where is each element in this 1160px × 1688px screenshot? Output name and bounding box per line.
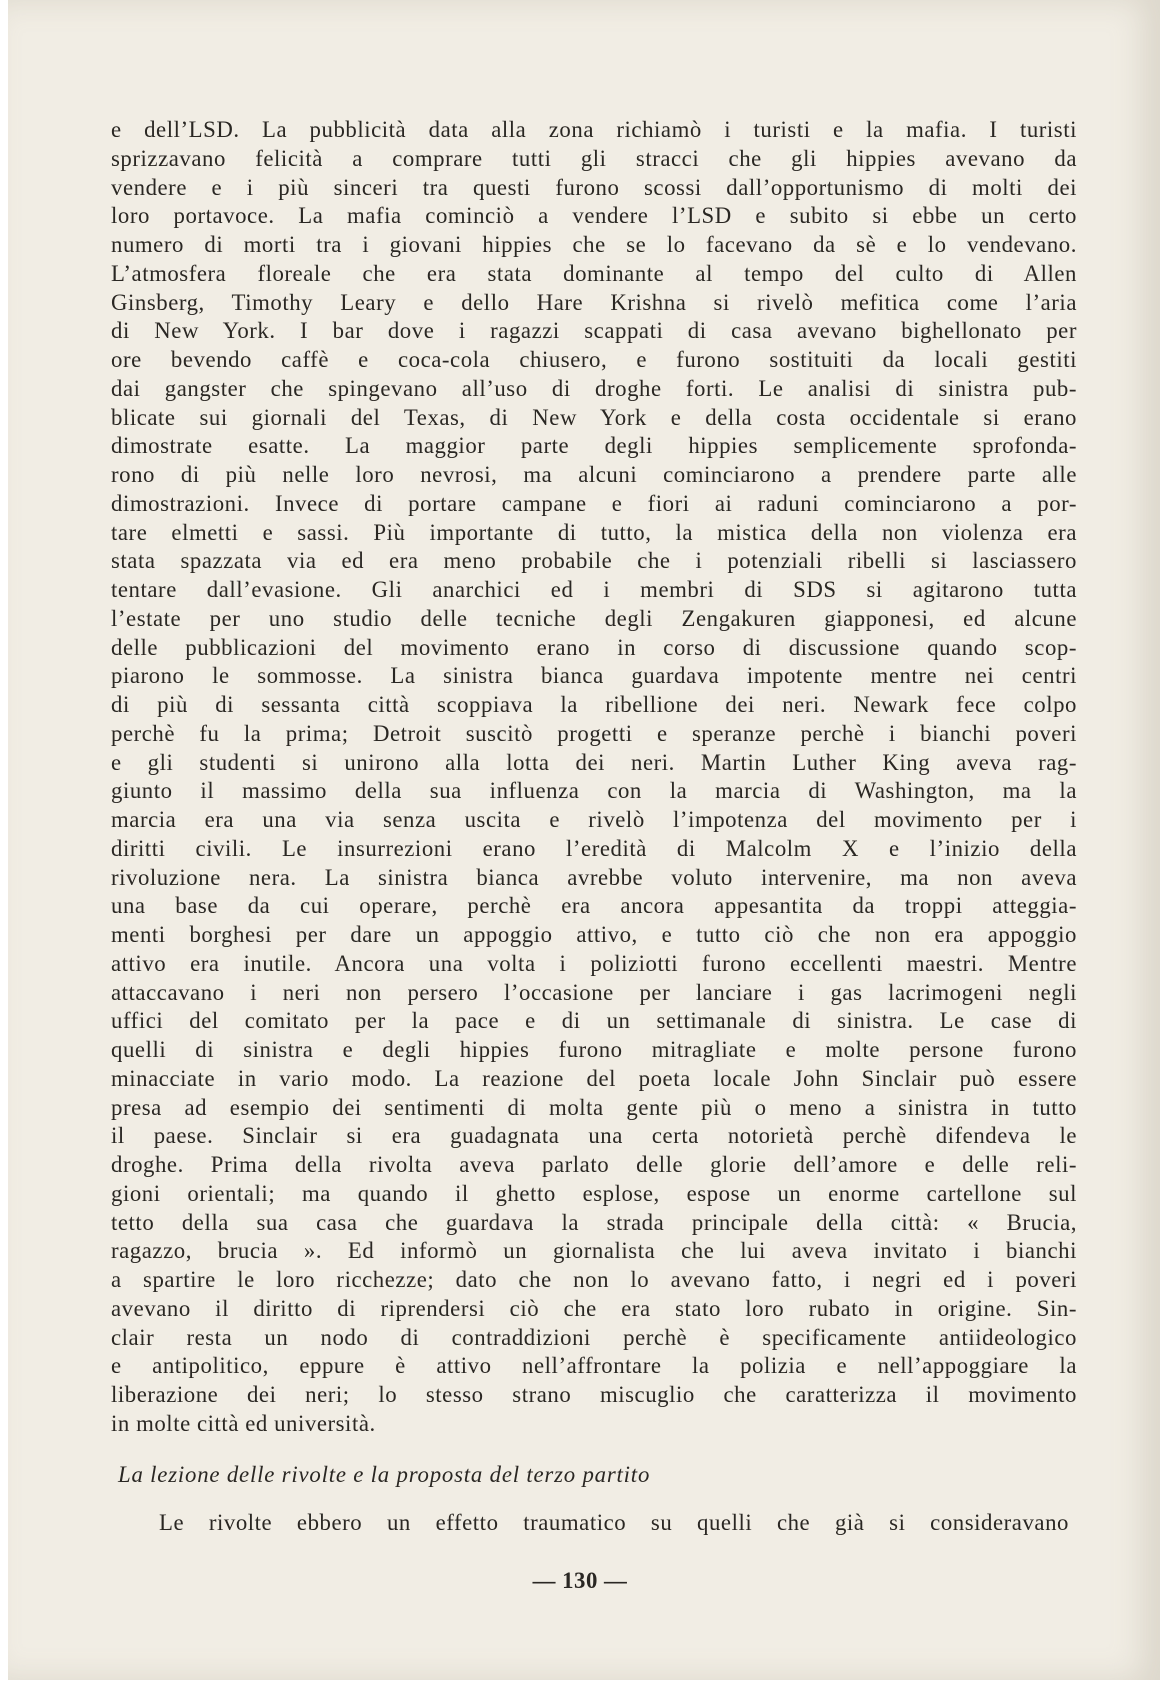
text-line: a spartire le loro ricchezze; dato che non lo avevano fatto, i negri ed i poveri — [111, 1267, 1077, 1292]
text-line: avevano il diritto di riprendersi ciò che era stato loro rubato in origine. Sin- — [111, 1295, 1077, 1321]
text-line: gioni orientali; ma quando il ghetto esplose, espose un enorme cartellone sul — [111, 1180, 1077, 1206]
text-line: loro portavoce. La mafia cominciò a vendere l’LSD e subito si ebbe un certo — [111, 203, 1077, 229]
text-line: e dell’LSD. La pubblicità data alla zona richiamò i turisti e la mafia. I turisti — [111, 117, 1077, 142]
paragraph-first-line: Le rivolte ebbero un effetto traumatico su quelli che già si consideravano — [159, 1510, 1069, 1535]
text-line: vendere e i più sinceri tra questi furono scossi dall’opportunismo di molti dei — [111, 174, 1077, 200]
text-line: clair resta un nodo di contraddizioni perchè è specificamente antiideologico — [111, 1324, 1077, 1350]
text-line: rivoluzione nera. La sinistra bianca avrebbe voluto intervenire, ma non aveva — [111, 864, 1077, 890]
text-line: stata spazzata via ed era meno probabile che i potenziali ribelli si lasciassero — [111, 548, 1077, 574]
text-line: dimostrate esatte. La maggior parte degli hippies semplicemente sprofonda- — [111, 433, 1077, 459]
text-line: piarono le sommosse. La sinistra bianca guardava impotente mentre nei centri — [111, 663, 1077, 689]
text-line: di New York. I bar dove i ragazzi scappati di casa avevano bighellonato per — [111, 318, 1077, 344]
text-line: dimostrazioni. Invece di portare campane e fiori ai raduni cominciarono a por- — [111, 490, 1077, 516]
text-line: diritti civili. Le insurrezioni erano l’eredità di Malcolm X e l’inizio della — [111, 835, 1077, 861]
text-line: minacciate in vario modo. La reazione del poeta locale John Sinclair può essere — [111, 1065, 1077, 1091]
text-line: tare elmetti e sassi. Più importante di tutto, la mistica della non violenza era — [111, 519, 1077, 545]
text-line: quelli di sinistra e degli hippies furono mitragliate e molte persone furono — [111, 1037, 1077, 1062]
text-line: perchè fu la prima; Detroit suscitò progetti e speranze perchè i bianchi poveri — [111, 720, 1077, 746]
book-page — [8, 0, 1160, 1680]
text-line: e gli studenti si unirono alla lotta dei neri. Martin Luther King aveva rag- — [111, 749, 1077, 775]
text-line: tentare dall’evasione. Gli anarchici ed i membri di SDS si agitarono tutta — [111, 577, 1077, 602]
text-line: sprizzavano felicità a comprare tutti gli stracci che gli hippies avevano da — [111, 145, 1077, 171]
section-heading: La lezione delle rivolte e la proposta del terzo partito — [118, 1462, 651, 1487]
text-line: attivo era inutile. Ancora una volta i poliziotti furono eccellenti maestri. Mentre — [111, 950, 1077, 976]
text-line: e antipolitico, eppure è attivo nell’affrontare la polizia e nell’appoggiare la — [111, 1353, 1077, 1379]
text-line: uffici del comitato per la pace e di un settimanale di sinistra. Le case di — [111, 1008, 1077, 1034]
text-line: una base da cui operare, perchè era ancora appesantita da troppi atteggia- — [111, 893, 1077, 919]
text-line: blicate sui giornali del Texas, di New York e della costa occidentale si erano — [111, 404, 1077, 430]
text-line: marcia era una via senza uscita e rivelò l’impotenza del movimento per i — [111, 807, 1077, 832]
text-line: liberazione dei neri; lo stesso strano miscuglio che caratterizza il movimento — [111, 1382, 1077, 1407]
text-line: droghe. Prima della rivolta aveva parlato delle glorie dell’amore e delle reli- — [111, 1152, 1077, 1177]
text-line: menti borghesi per dare un appoggio attivo, e tutto ciò che non era appoggio — [111, 922, 1077, 947]
text-line: ore bevendo caffè e coca-cola chiusero, e furono sostituiti da locali gestiti — [111, 347, 1077, 372]
text-line: il paese. Sinclair si era guadagnata una certa notorietà perchè difendeva le — [111, 1123, 1077, 1149]
text-line: presa ad esempio dei sentimenti di molta gente più o meno a sinistra in tutto — [111, 1094, 1077, 1120]
text-line: l’estate per uno studio delle tecniche degli Zengakuren giapponesi, ed alcune — [111, 605, 1077, 631]
text-line: attaccavano i neri non persero l’occasione per lanciare i gas lacrimogeni negli — [111, 979, 1077, 1005]
text-line: ragazzo, brucia ». Ed informò un giornalista che lui aveva invitato i bianchi — [111, 1238, 1077, 1264]
text-line: rono di più nelle loro nevrosi, ma alcuni cominciarono a prendere parte alle — [111, 462, 1077, 487]
page-number: — 130 — — [532, 1568, 628, 1593]
body-text — [111, 116, 1077, 1439]
text-line: in molte città ed università. — [111, 1410, 376, 1436]
text-line: tetto della sua casa che guardava la strada principale della città: « Brucia, — [111, 1209, 1077, 1235]
text-line: dai gangster che spingevano all’uso di droghe forti. Le analisi di sinistra pub- — [111, 375, 1077, 401]
text-line: Ginsberg, Timothy Leary e dello Hare Krishna si rivelò mefitica come l’aria — [111, 289, 1077, 315]
text-line: numero di morti tra i giovani hippies che se lo facevano da sè e lo vendevano. — [111, 232, 1077, 257]
text-line: giunto il massimo della sua influenza con la marcia di Washington, ma la — [111, 778, 1077, 804]
text-line: di più di sessanta città scoppiava la ribellione dei neri. Newark fece colpo — [111, 692, 1077, 717]
text-line: delle pubblicazioni del movimento erano in corso di discussione quando scop- — [111, 634, 1077, 660]
text-line: L’atmosfera floreale che era stata dominante al tempo del culto di Allen — [111, 260, 1077, 286]
